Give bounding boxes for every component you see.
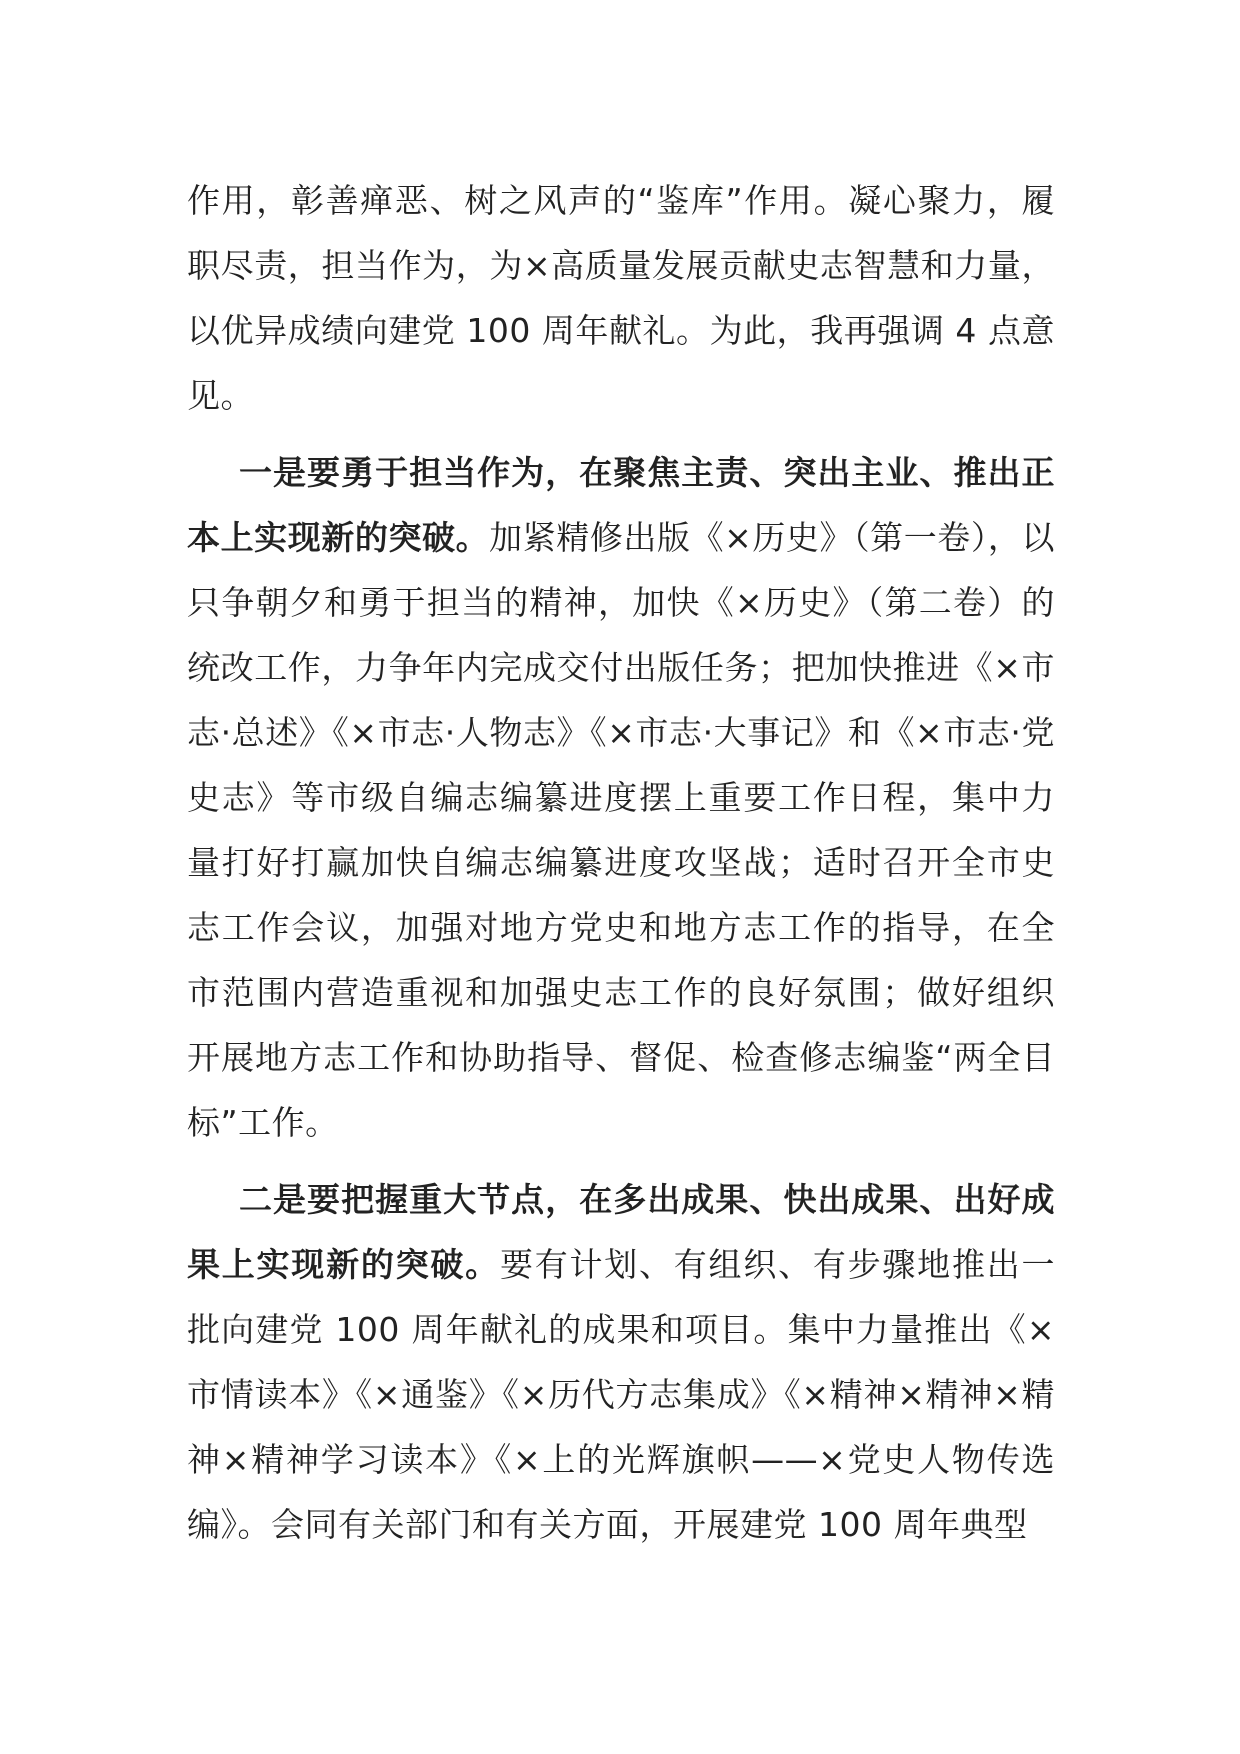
paragraph-continuation [187, 168, 1055, 428]
document-body [187, 168, 1055, 1557]
paragraph-point-one [187, 440, 1055, 1155]
paragraph-text: 作用，彰善瘅恶、树之风声的“鉴库”作用。凝心聚力，履职尽责，担当作为，为×高质量发展贡献史志智慧和力量，以优异成绩向建党 100 周年献礼。为此，我再强调 4 点意见。 [187, 181, 1055, 415]
paragraph-text: 加紧精修出版《×历史》（第一卷），以只争朝夕和勇于担当的精神，加快《×历史》（第二卷）的统改工作，力争年内完成交付出版任务；把加快推进《×市志·总述》《×市志·人物志》《×市志·大事记》和《×市志·党史志》等市级自编志编纂进度摆上重要工作日程，集中力量打好打赢加快自编志编纂进度攻坚战；适时召开全市史志工作会议，加强对地方党史和地方志工作的指导，在全市范围内营造重视和加强史志工作的良好氛围；做好组织开展地方志工作和协助指导、督促、检查修志编鉴“两全目标”工作。 [187, 518, 1055, 1142]
paragraph-text: 要有计划、有组织、有步骤地推出一批向建党 100 周年献礼的成果和项目。集中力量推出《×市情读本》《×通鉴》《×历代方志集成》《×精神×精神×精神×精神学习读本》《×上的光辉旗帜——×党史人物传选编》。会同有关部门和有关方面，开展建党 100 周年典型 [187, 1245, 1056, 1544]
paragraph-point-two [187, 1167, 1055, 1557]
paragraph-lead-heading: 一是要勇于担当作为，在聚焦主责、突出主业、推出正本上实现新的突破。 [187, 453, 1055, 557]
paragraph-lead-heading: 二是要把握重大节点，在多出成果、快出成果、出好成果上实现新的突破。 [187, 1180, 1055, 1284]
